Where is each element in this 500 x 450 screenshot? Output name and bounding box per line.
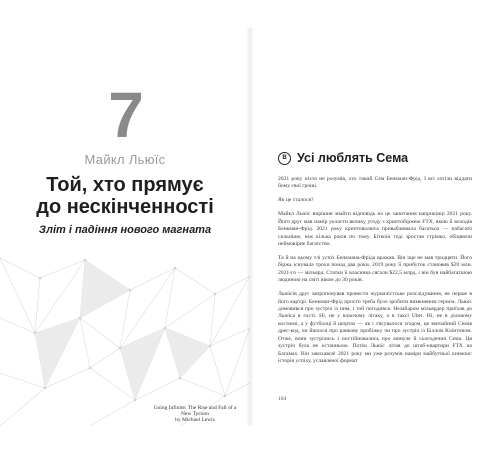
book-title <box>0 174 250 218</box>
page-number: 104 <box>278 396 287 402</box>
body-paragraph: Як це сталося? <box>278 197 314 204</box>
body-paragraph: Майкл Льюїс вирішив знайти відповідь на це запитання наприкінці 2021 року. Його друг мав намір укласти велику угоду з криптобіржею FTX, якою й володів Бенкман-Фрід. 2021 року криптовалюта приваблювала багатьох — набагато сильніше, ніж кілька років по тому. Біткоїн тоді зростав стрімко, обіцяючи неймовірне багатство. <box>278 211 472 248</box>
body-paragraph: 2021 року ніхто не розумів, хто такий Сем Бенкман-Фрід. І всі хотіли віддати йому свої гроші. <box>278 176 472 190</box>
book-gutter <box>246 28 254 426</box>
section-badge-icon: B <box>278 152 291 165</box>
book-subtitle: Зліт і падіння нового магната <box>38 224 212 236</box>
original-author-line: by Michael Lewis <box>175 417 215 423</box>
original-title <box>150 405 240 423</box>
body-paragraph: Льюїсів друг запропонував провести журналістське розслідування, не перше в його кар'єрі. Бенкман-Фрід просто треба було зробити вимкненим героєм. Льюїс домовився про зустріч із ним, і той погодився. Незабаром мільярдер приїхав до Льюїса в гості. Ні, не у власному літаку, а в таксі Uber. Ні, не в діловому костюмі, а у футболці й шортах — як і з'ясувалося згодом, це звичайний Семів дрес-код, чи йшлося про ранкову пробіжку чи про зустріч із Біллом Клінтоном. Отже, вони зустрілись і постійновались про минуле й сьогодення Сема. Ця зустріч була не останньою. Потім Льюїс літав до штаб-квартири FTX на Багамах. Він закохався! 2021 року ми уже розумів наміри майбутньої книжки: історія успіху, уславленої формат <box>278 291 472 364</box>
chapter-number: 7 <box>108 79 144 151</box>
book-author: Майкл Льюїс <box>84 152 166 167</box>
left-page <box>0 28 250 426</box>
section-title: Усі люблять Сема <box>297 151 409 165</box>
book-title-line-1: Той, хто прямує <box>46 174 204 196</box>
section-heading <box>278 151 478 165</box>
body-paragraph: Та й на цьому тлі успіх Бенкмана-Фріда вражав. Він іще не мав тридцяти. Його біржа існувала трохи понад два роки. 2019 року її прибуток становив $20 млн. 2021-го — мільярд. Статки її власника сягали $22,5 млрд, і він був найбагатшою людиною на світі віком до 30 років. <box>278 255 472 284</box>
book-title-line-2: до нескінченності <box>36 196 214 218</box>
original-title-line-1: Going Infinite: The Rise and Fall of a New Tycoon <box>153 405 237 417</box>
body-text <box>278 176 472 372</box>
